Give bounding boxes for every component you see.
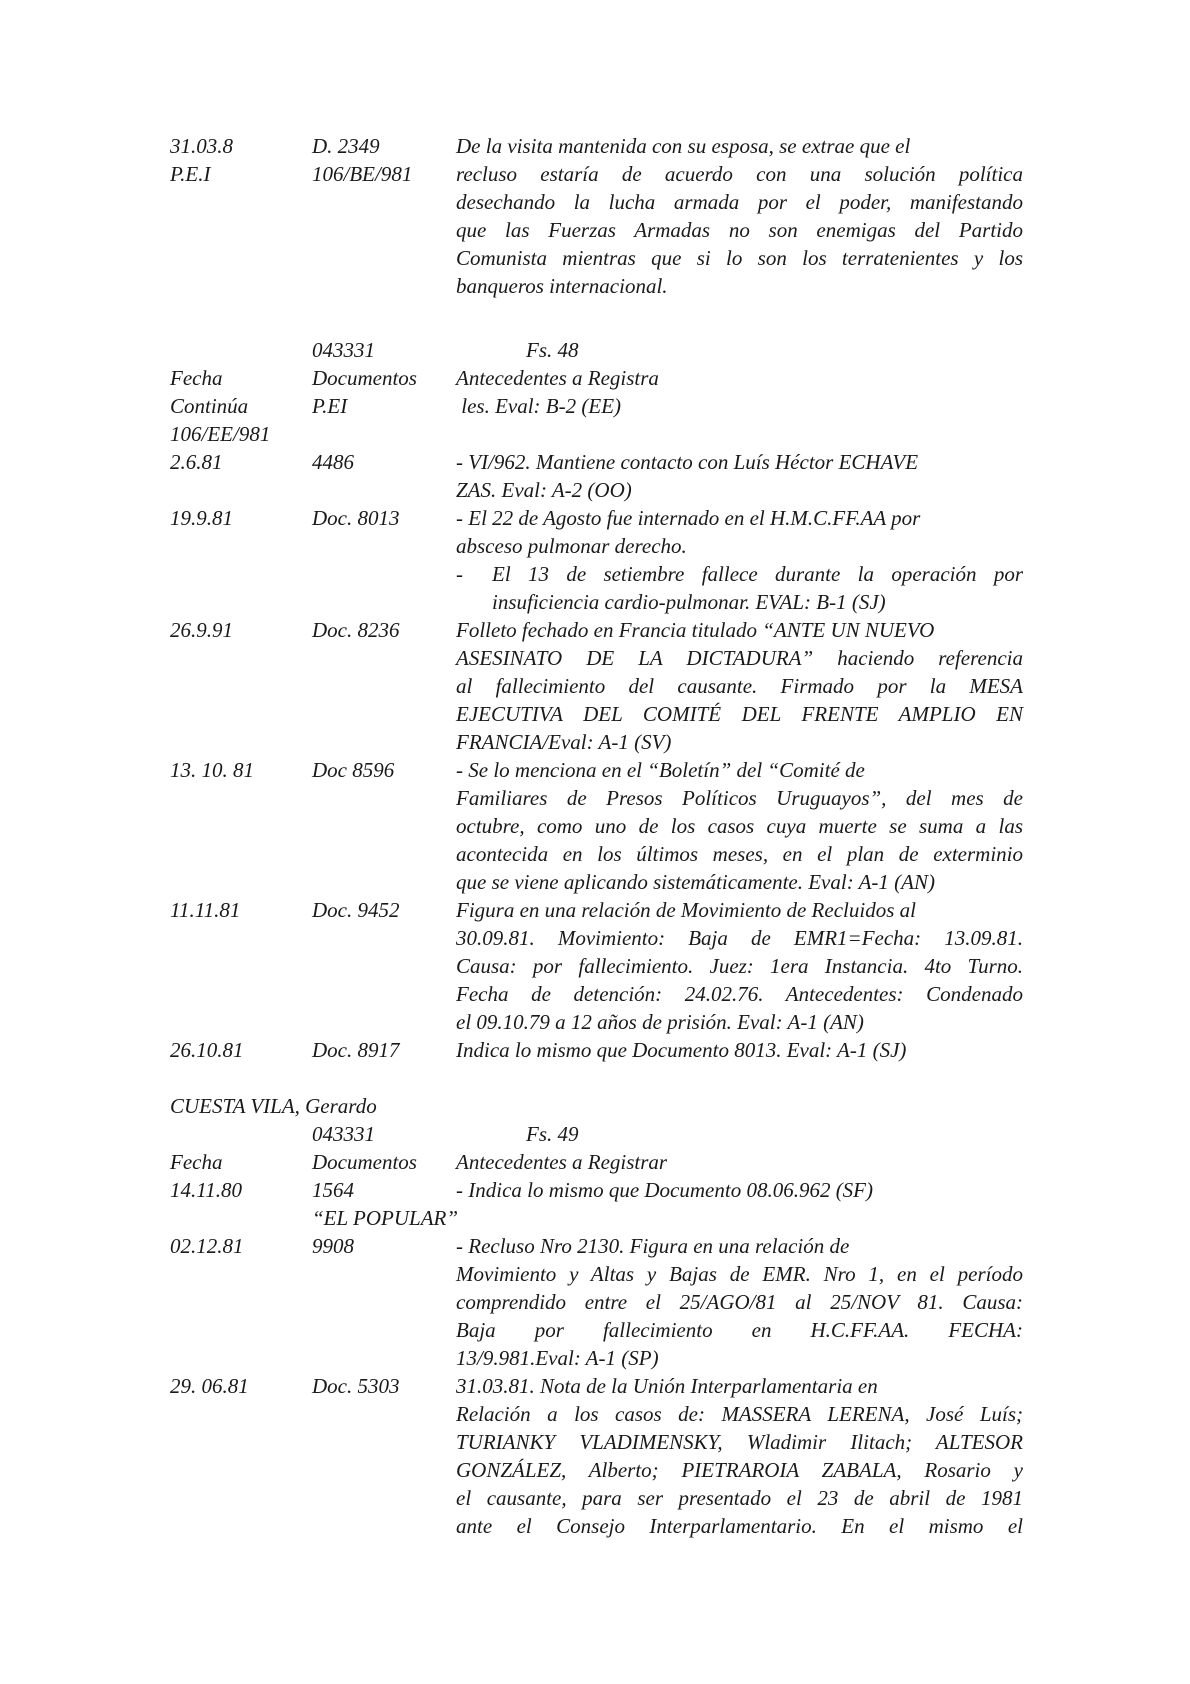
text-line: Familiares de Presos Políticos Uruguayos”, del mes de	[456, 786, 1023, 810]
entry-text	[456, 1176, 1023, 1204]
text-line: Fecha de detención: 24.02.76. Antecedentes: Condenado	[456, 982, 1023, 1006]
text-line: que se viene aplicando sistemáticamente. Eval: A-1 (AN)	[456, 870, 935, 894]
entry-date: Continúa 106/EE/981	[170, 394, 271, 446]
entry-document: 9908	[312, 1234, 354, 1258]
text-line: - Recluso Nro 2130. Figura en una relación de	[456, 1234, 850, 1258]
entry-text	[456, 1372, 1023, 1540]
header-date: Fecha	[170, 1150, 223, 1174]
entry-text	[456, 504, 1023, 560]
header-documents: Documentos	[312, 366, 417, 390]
text-line: desechando la lucha armada por el poder, manifestando	[456, 190, 1023, 214]
entry-date: 02.12.81	[170, 1234, 244, 1258]
entry-document: P.EI	[312, 394, 348, 418]
text-line: De la visita mantenida con su esposa, se extrae que el	[456, 134, 911, 158]
entry-text	[456, 1232, 1023, 1372]
text-line: ZAS. Eval: A-2 (OO)	[456, 478, 632, 502]
text-line: GONZÁLEZ, Alberto; PIETRAROIA ZABALA, Rosario y	[456, 1458, 1023, 1482]
header-date: Fecha	[170, 366, 223, 390]
text-line: - Se lo menciona en el “Boletín” del “Comité de	[456, 758, 865, 782]
entry-document: Doc. 8917	[312, 1038, 400, 1062]
text-line: ASESINATO DE LA DICTADURA” haciendo referencia	[456, 646, 1023, 670]
text-line: 30.09.81. Movimiento: Baja de EMR1=Fecha: 13.09.81.	[456, 926, 1023, 950]
text-line: - El 22 de Agosto fue internado en el H.M.C.FF.AA por	[456, 506, 921, 530]
text-line: comprendido entre el 25/AGO/81 al 25/NOV 81. Causa:	[456, 1290, 1023, 1314]
text-line: 13/9.981.Eval: A-1 (SP)	[456, 1346, 659, 1370]
text-line: Folleto fechado en Francia titulado “ANTE UN NUEVO	[456, 618, 935, 642]
text-line: Comunista mientras que si lo son los terratenientes y los	[456, 246, 1023, 270]
text-line: recluso estaría de acuerdo con una solución política	[456, 162, 1023, 186]
entry-date: 31.03.8 P.E.I	[170, 134, 233, 186]
entry-text	[456, 448, 1023, 504]
text-line: - Indica lo mismo que Documento 08.06.962 (SF)	[456, 1178, 874, 1202]
text-line: Baja por fallecimiento en H.C.FF.AA. FECHA:	[456, 1318, 1023, 1342]
text-line: 31.03.81. Nota de la Unión Interparlamentaria en	[456, 1374, 878, 1398]
bullet-text	[456, 560, 1023, 616]
entry-text	[456, 1036, 1023, 1064]
text-line: Relación a los casos de: MASSERA LERENA, José Luís;	[456, 1402, 1023, 1426]
folio-number: Fs. 48	[526, 338, 579, 362]
text-line: ante el Consejo Interparlamentario. En el mismo el	[456, 1514, 1023, 1538]
text-line: insuficiencia cardio-pulmonar. EVAL: B-1 (SJ)	[492, 590, 886, 614]
entry-document: Doc. 5303	[312, 1374, 400, 1398]
text-line: Figura en una relación de Movimiento de Recluidos al	[456, 898, 916, 922]
text-line: FRANCIA/Eval: A-1 (SV)	[456, 730, 672, 754]
file-number: 043331	[312, 338, 375, 362]
entry-date: 14.11.80	[170, 1178, 242, 1202]
text-line: al fallecimiento del causante. Firmado por la MESA	[456, 674, 1023, 698]
entry-text: les. Eval: B-2 (EE)	[456, 394, 622, 418]
entry-document: Doc. 8236	[312, 618, 400, 642]
text-line: el causante, para ser presentado el 23 de abril de 1981	[456, 1486, 1023, 1510]
entry-document: Doc. 9452	[312, 898, 400, 922]
person-name: CUESTA VILA, Gerardo	[170, 1094, 377, 1118]
entry-document: 1564 “EL POPULAR”	[312, 1178, 459, 1230]
entry-date: 2.6.81	[170, 450, 223, 474]
entry-document: Doc 8596	[312, 758, 395, 782]
text-line: absceso pulmonar derecho.	[456, 534, 687, 558]
folio-number: Fs. 49	[526, 1122, 579, 1146]
entry-text	[456, 132, 1023, 300]
entry-document: D. 2349 106/BE/981	[312, 134, 413, 186]
text-line: Causa: por fallecimiento. Juez: 1era Instancia. 4to Turno.	[456, 954, 1023, 978]
text-line: Indica lo mismo que Documento 8013. Eval: A-1 (SJ)	[456, 1038, 907, 1062]
file-number: 043331	[312, 1122, 375, 1146]
text-line: TURIANKY VLADIMENSKY, Wladimir Ilitach; ALTESOR	[456, 1430, 1023, 1454]
entry-date: 11.11.81	[170, 898, 241, 922]
entry-date: 26.10.81	[170, 1038, 244, 1062]
text-line: el 09.10.79 a 12 años de prisión. Eval: A-1 (AN)	[456, 1010, 864, 1034]
entry-date: 13. 10. 81	[170, 758, 254, 782]
header-antecedentes: Antecedentes a Registrar	[456, 1150, 668, 1174]
text-line: acontecida en los últimos meses, en el plan de exterminio	[456, 842, 1023, 866]
text-line: - VI/962. Mantiene contacto con Luís Héctor ECHAVE	[456, 450, 919, 474]
header-documents: Documentos	[312, 1150, 417, 1174]
text-line: EJECUTIVA DEL COMITÉ DEL FRENTE AMPLIO EN	[456, 702, 1023, 726]
entry-document: Doc. 8013	[312, 506, 400, 530]
entry-date: 19.9.81	[170, 506, 233, 530]
entry-text	[456, 616, 1023, 756]
text-line: banqueros internacional.	[456, 274, 668, 298]
header-antecedentes: Antecedentes a Registra	[456, 366, 659, 390]
entry-document: 4486	[312, 450, 354, 474]
text-line: - El 13 de setiembre fallece durante la operación por	[492, 562, 1023, 586]
text-line: Movimiento y Altas y Bajas de EMR. Nro 1, en el período	[456, 1262, 1023, 1286]
text-line: que las Fuerzas Armadas no son enemigas del Partido	[456, 218, 1023, 242]
entry-date: 29. 06.81	[170, 1374, 249, 1398]
entry-text	[456, 756, 1023, 896]
entry-text	[456, 896, 1023, 1036]
entry-date: 26.9.91	[170, 618, 233, 642]
text-line: octubre, como uno de los casos cuya muerte se suma a las	[456, 814, 1023, 838]
